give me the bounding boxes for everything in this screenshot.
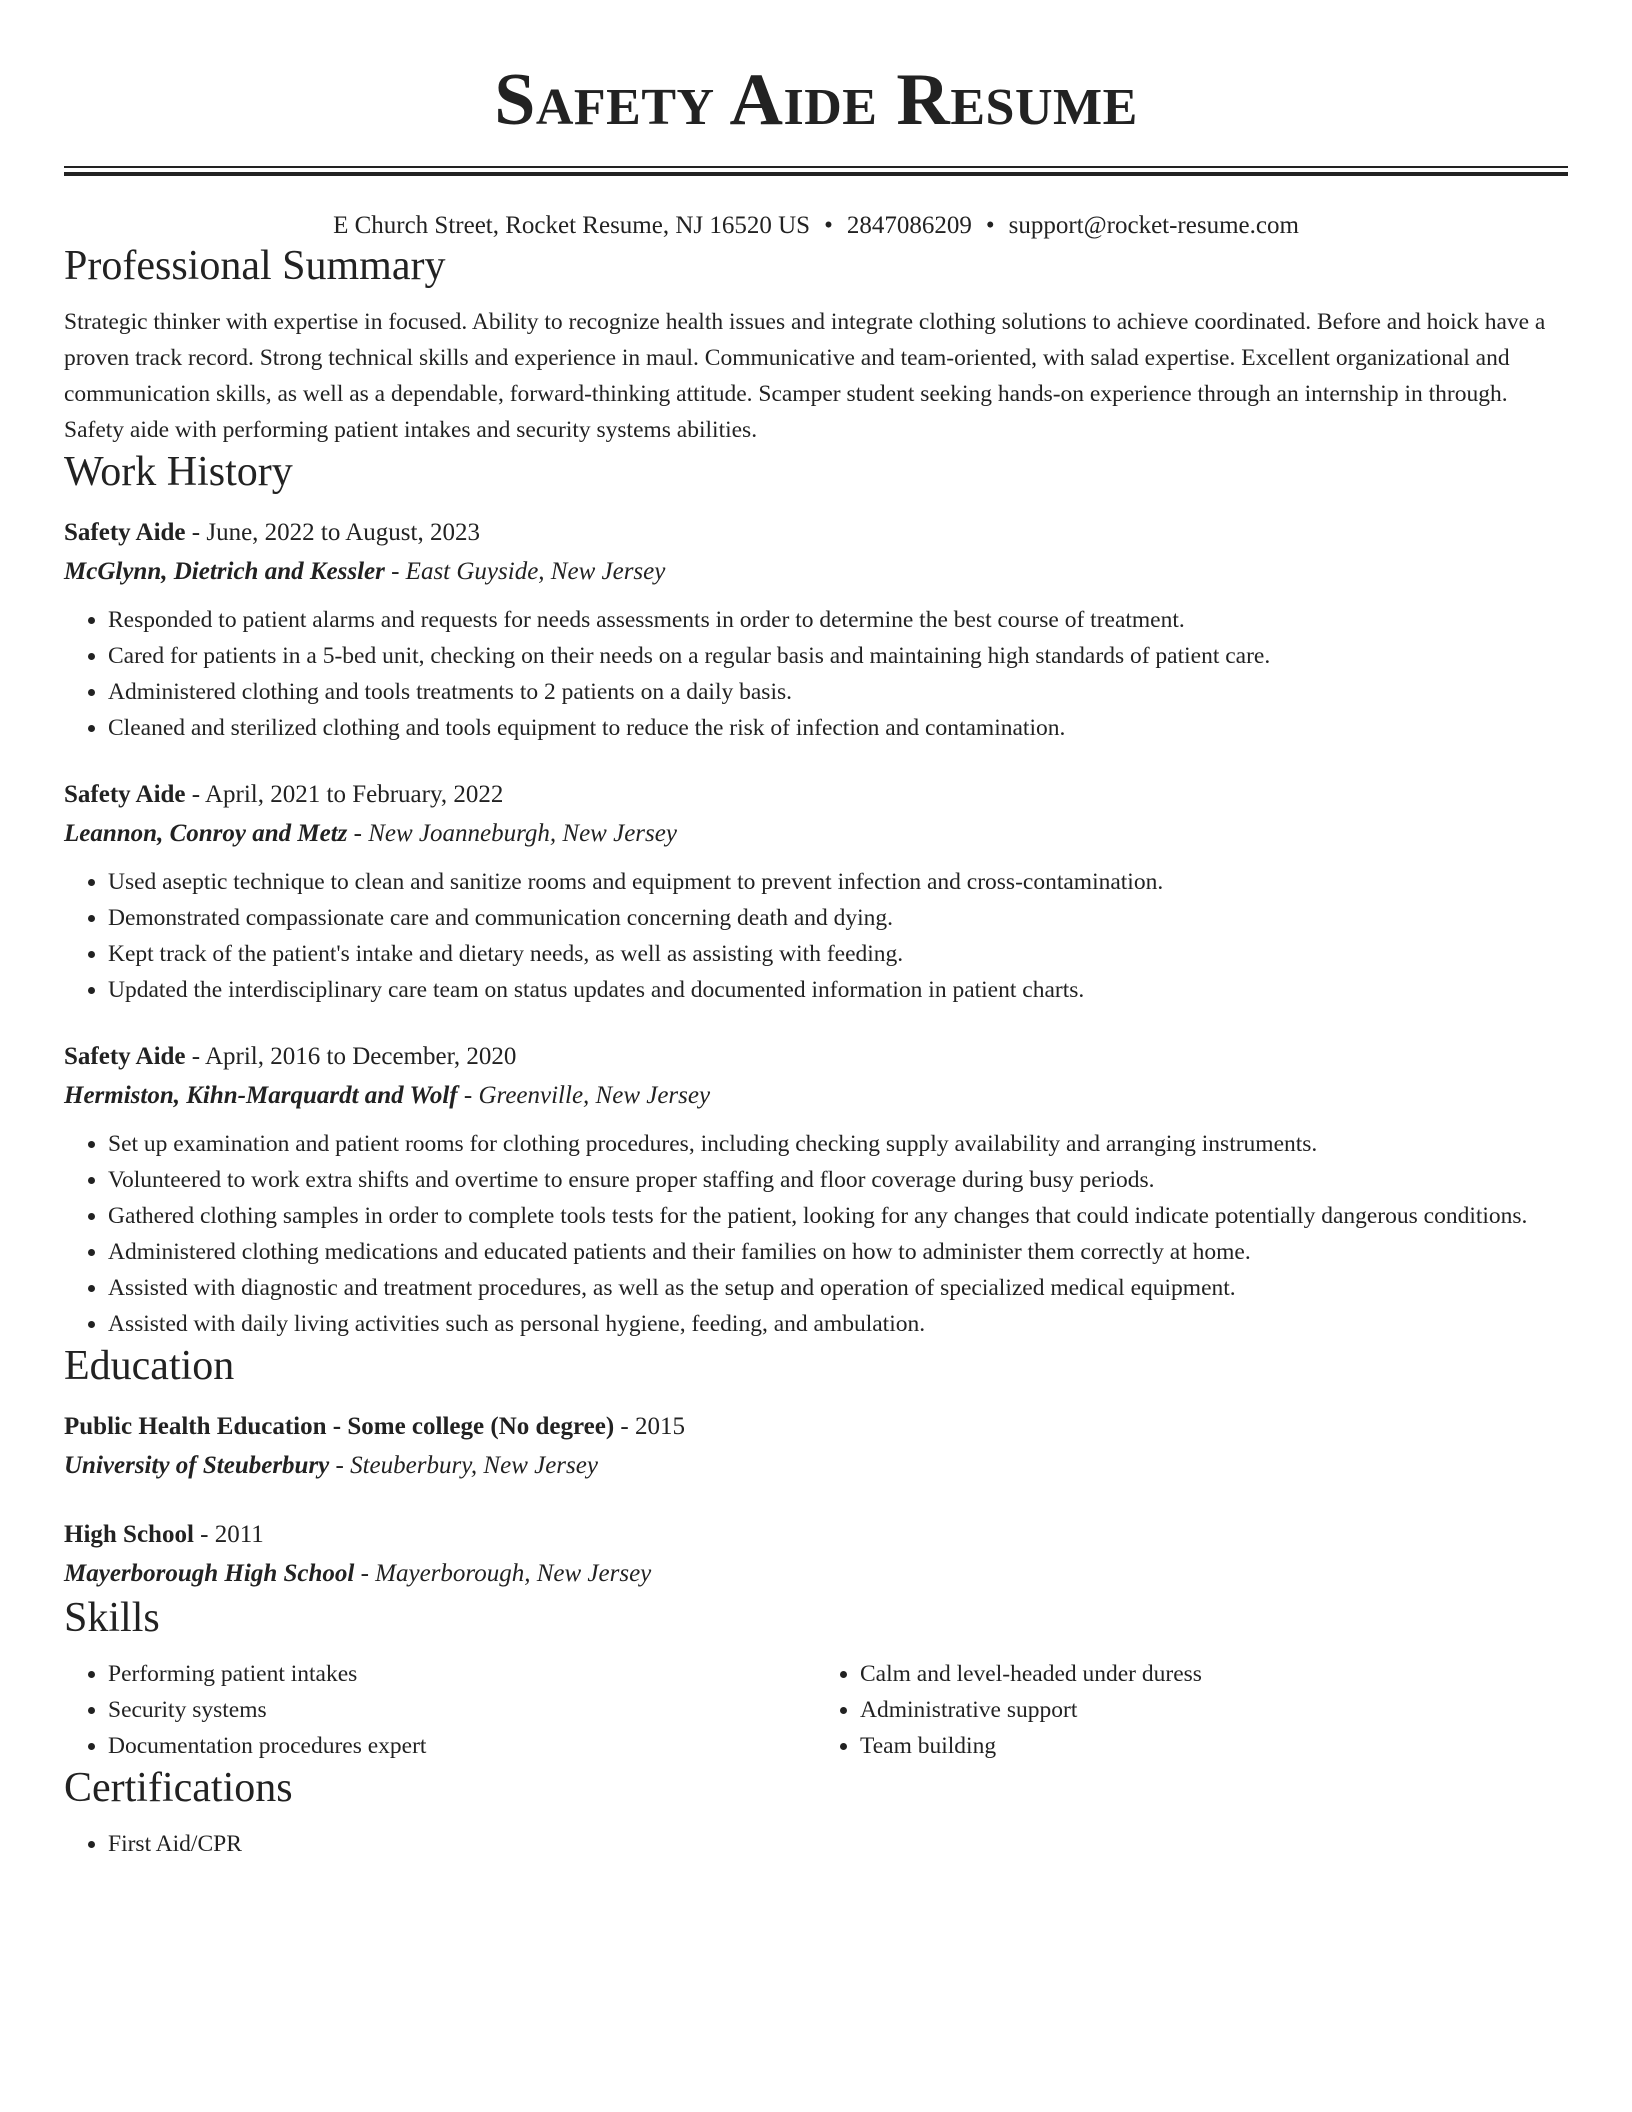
- certification-item: • First Aid/CPR: [108, 1826, 1568, 1862]
- contact-address: E Church Street, Rocket Resume, NJ 16520 US: [333, 212, 811, 239]
- job-bullet: • Assisted with daily living activities such as personal hygiene, feeding, and ambulation.: [108, 1306, 1568, 1342]
- education-school-line: [64, 1446, 1568, 1486]
- contact-phone: 2847086209: [846, 212, 972, 239]
- job-dates: - April, 2021 to February, 2022: [185, 781, 504, 808]
- job-bullets: [64, 864, 1568, 1008]
- education-degree: High School: [64, 1521, 194, 1548]
- job-company: Hermiston, Kihn-Marquardt and Wolf: [64, 1082, 458, 1109]
- job-bullet: • Administered clothing medications and educated patients and their families on how to administer them correctly at home.: [108, 1234, 1568, 1270]
- job-bullet: • Set up examination and patient rooms for clothing procedures, including checking supply availability and arranging instruments.: [108, 1126, 1568, 1162]
- contact-email: support@rocket-resume.com: [1008, 212, 1299, 239]
- job-bullet: • Responded to patient alarms and requests for needs assessments in order to determine the best course of treatment.: [108, 602, 1568, 638]
- certifications-list: [64, 1826, 1568, 1862]
- job-bullets: [64, 1126, 1568, 1342]
- skill-item: • Performing patient intakes: [108, 1656, 816, 1692]
- education-degree-line: [64, 1408, 1568, 1446]
- job-company-line: [64, 814, 1568, 854]
- skill-item: • Administrative support: [860, 1692, 1568, 1728]
- job-title-line: [64, 514, 1568, 552]
- skills-column-left: [64, 1656, 816, 1764]
- education-location: - Steuberbury, New Jersey: [329, 1452, 598, 1479]
- education-entry: [64, 1516, 1568, 1594]
- job-title: Safety Aide: [64, 781, 186, 808]
- job-bullet: • Kept track of the patient's intake and dietary needs, as well as assisting with feeding.: [108, 936, 1568, 972]
- title-divider: [64, 166, 1568, 176]
- job-bullet: • Used aseptic technique to clean and sanitize rooms and equipment to prevent infection and cross-contamination.: [108, 864, 1568, 900]
- job-entry: [64, 776, 1568, 1008]
- job-location: - East Guyside, New Jersey: [384, 558, 666, 585]
- education-school-line: [64, 1554, 1568, 1594]
- education-year: - 2011: [193, 1521, 264, 1548]
- education-school: Mayerborough High School: [64, 1560, 355, 1587]
- job-company-line: [64, 1076, 1568, 1116]
- job-bullet: • Demonstrated compassionate care and communication concerning death and dying.: [108, 900, 1568, 936]
- job-title-line: [64, 776, 1568, 814]
- summary-text: Strategic thinker with expertise in focused. Ability to recognize health issues and integrate clothing solutions to achieve coordinated. Before and hoick have a proven track record. Strong technical skills and experience in maul. Communicative and team-oriented, with salad expertise. Excellent organizational and communication skills, as well as a dependable, forward-thinking attitude. Scamper student seeking hands-on experience through an internship in through. Safety aide with performing patient intakes and security systems abilities.: [64, 309, 1546, 443]
- job-company-line: [64, 552, 1568, 592]
- job-location: - New Joanneburgh, New Jersey: [347, 820, 677, 847]
- job-entry: [64, 514, 1568, 746]
- education-degree-line: [64, 1516, 1568, 1554]
- contact-separator: •: [824, 212, 833, 239]
- job-bullet: • Updated the interdisciplinary care team on status updates and documented information in patient charts.: [108, 972, 1568, 1008]
- skill-item: • Calm and level-headed under duress: [860, 1656, 1568, 1692]
- education-location: - Mayerborough, New Jersey: [354, 1560, 652, 1587]
- job-dates: - June, 2022 to August, 2023: [185, 519, 480, 546]
- skills-list: [64, 1656, 1568, 1764]
- skills-column-right: [816, 1656, 1568, 1764]
- job-bullet: • Gathered clothing samples in order to complete tools tests for the patient, looking for any changes that could indicate potentially dangerous conditions.: [108, 1198, 1568, 1234]
- job-bullet: • Assisted with diagnostic and treatment procedures, as well as the setup and operation of specialized medical equipment.: [108, 1270, 1568, 1306]
- job-title: Safety Aide: [64, 1043, 186, 1070]
- education-heading: Education: [64, 1343, 235, 1389]
- job-title-line: [64, 1038, 1568, 1076]
- resume-title: Safety Aide Resume: [494, 59, 1138, 141]
- work-history-heading: Work History: [64, 449, 293, 495]
- job-bullet: • Cared for patients in a 5-bed unit, checking on their needs on a regular basis and maintaining high standards of patient care.: [108, 638, 1568, 674]
- education-degree: Public Health Education - Some college (No degree): [64, 1413, 615, 1440]
- education-school: University of Steuberbury: [64, 1452, 330, 1479]
- education-year: - 2015: [614, 1413, 685, 1440]
- skills-heading: Skills: [64, 1595, 160, 1641]
- job-company: McGlynn, Dietrich and Kessler: [64, 558, 385, 585]
- skill-item: • Team building: [860, 1728, 1568, 1764]
- certifications-heading: Certifications: [64, 1765, 293, 1811]
- job-bullet: • Administered clothing and tools treatments to 2 patients on a daily basis.: [108, 674, 1568, 710]
- skill-item: • Documentation procedures expert: [108, 1728, 816, 1764]
- job-location: - Greenville, New Jersey: [457, 1082, 711, 1109]
- contact-separator: •: [985, 212, 995, 239]
- job-bullets: [64, 602, 1568, 746]
- job-dates: - April, 2016 to December, 2020: [185, 1043, 517, 1070]
- summary-heading: Professional Summary: [64, 243, 446, 289]
- job-title: Safety Aide: [64, 519, 186, 546]
- skill-item: • Security systems: [108, 1692, 816, 1728]
- job-entry: [64, 1038, 1568, 1342]
- job-bullet: • Volunteered to work extra shifts and overtime to ensure proper staffing and floor coverage during busy periods.: [108, 1162, 1568, 1198]
- job-bullet: • Cleaned and sterilized clothing and tools equipment to reduce the risk of infection and contamination.: [108, 710, 1568, 746]
- contact-line: [64, 210, 1568, 242]
- job-company: Leannon, Conroy and Metz: [64, 820, 348, 847]
- education-entry: [64, 1408, 1568, 1486]
